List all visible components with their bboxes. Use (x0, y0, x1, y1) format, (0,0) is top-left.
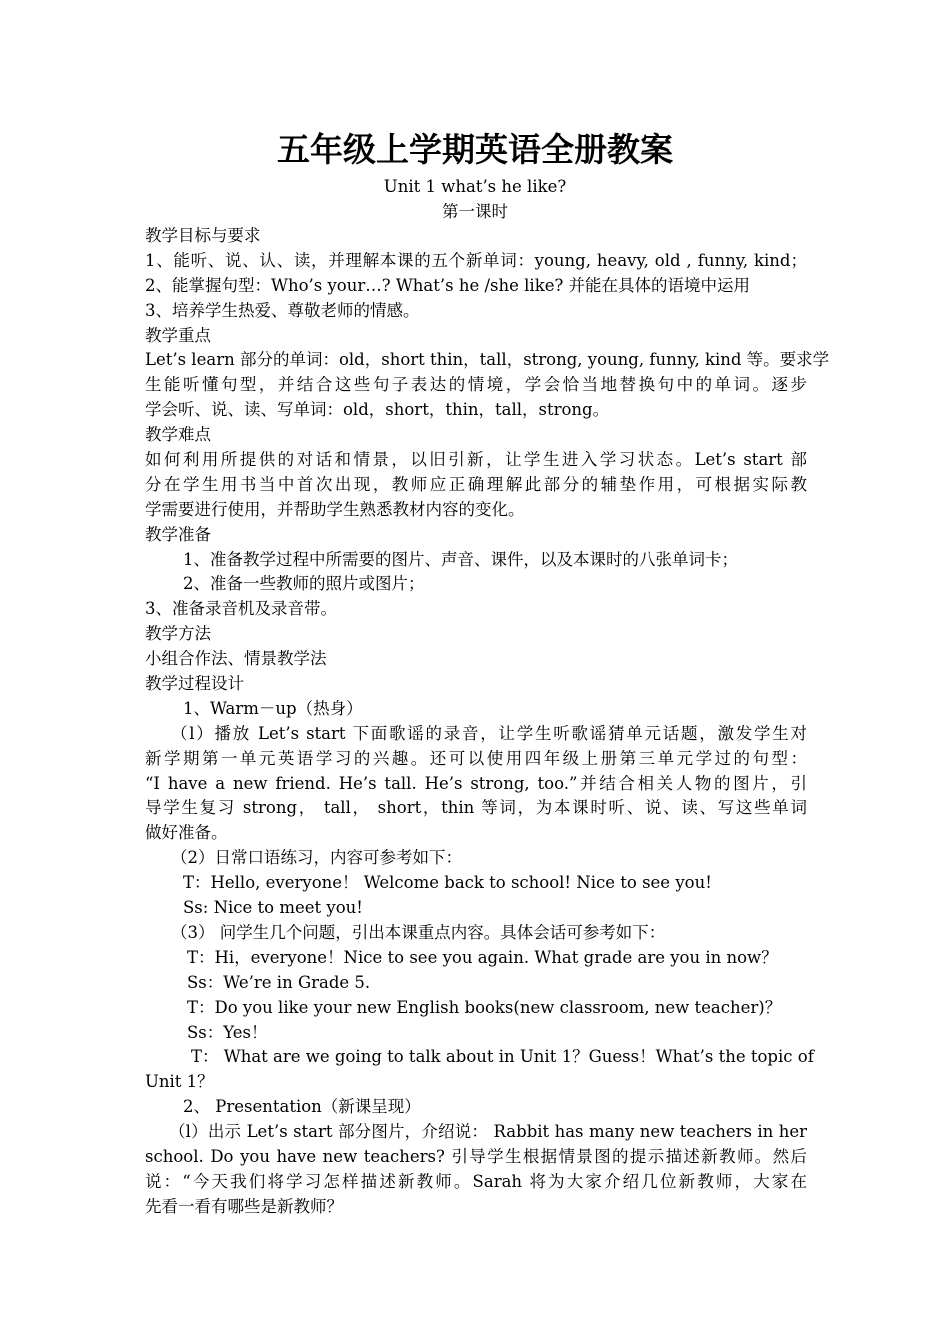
text-line: （3） 问学生几个问题，引出本课重点内容。具体会话可参考如下： (171, 922, 666, 942)
text-line: Unit 1？ (145, 1072, 214, 1092)
text-line: school. Do you have new teachers? 引导学生根据情景图的提示描述新教师。然后 (145, 1146, 807, 1166)
text-line: 先看一看有哪些是新教师？ (145, 1196, 343, 1216)
section-heading-preparation: 教学准备 (145, 524, 211, 544)
text-line: T：Hi，everyone！Nice to see you again. What grade are you in now？ (187, 947, 778, 967)
section-heading-methods: 教学方法 (145, 624, 211, 644)
lesson-plan-body (145, 224, 830, 1220)
text-line: 学会听、说、读、写单词：old，short，thin，tall，strong。 (145, 400, 610, 420)
text-line: 3、准备录音机及录音带。 (145, 599, 337, 619)
text-line: “I have a new friend. He’s tall. He’s strong, too.”并结合相关人物的图片，引 (145, 773, 807, 793)
text-line: Ss：We’re in Grade 5. (187, 972, 371, 992)
text-line: 生能听懂句型，并结合这些句子表达的情境，学会恰当地替换句中的单词。逐步 (145, 375, 807, 395)
text-line: （2）日常口语练习，内容可参考如下： (171, 848, 462, 868)
text-line: Let’s learn 部分的单词：old，short thin，tall，strong, young, funny, kind 等。要求学 (145, 350, 830, 370)
text-line: （l）出示 Let’s start 部分图片，介绍说： Rabbit has many new teachers in her (169, 1122, 807, 1142)
text-line: T：Do you like your new English books(new classroom, new teacher)？ (187, 997, 782, 1017)
text-line: 做好准备。 (145, 823, 228, 843)
text-line: 导学生复习 strong， tall， short，thin 等词，为本课时听、说、读、写这些单词 (145, 798, 807, 818)
section-heading-difficulties: 教学难点 (145, 425, 211, 445)
section-heading-objectives: 教学目标与要求 (145, 226, 261, 245)
unit-heading: Unit 1 what’s he like? (383, 177, 567, 196)
section-heading-process: 教学过程设计 (145, 674, 244, 694)
text-line: Ss: Nice to meet you! (183, 898, 363, 918)
text-line: 说：“今天我们将学习怎样描述新教师。Sarah 将为大家介绍几位新教师，大家在 (145, 1171, 807, 1191)
text-line: 分在学生用书当中首次出现，教师应正确理解此部分的辅垫作用，可根据实际教 (145, 474, 807, 494)
text-line: T： What are we going to talk about in Unit 1？Guess！What’s the topic of (191, 1047, 814, 1067)
document-title: 五年级上学期英语全册教案 (277, 130, 673, 169)
text-line: 小组合作法、情景教学法 (145, 649, 327, 669)
section-heading-key-points: 教学重点 (145, 325, 211, 345)
text-line: T：Hello, everyone！ Welcome back to school! Nice to see you! (183, 873, 712, 893)
text-line: （l）播放 Let’s start 下面歌谣的录音，让学生听歌谣猜单元话题，激发学生对 (171, 723, 807, 743)
text-line: 2、 Presentation（新课呈现） (183, 1097, 421, 1117)
text-line: 2、准备一些教师的照片或图片； (183, 574, 425, 594)
text-line: 2、能掌握句型：Who’s your…? What’s he /she like? 并能在具体的语境中运用 (145, 275, 751, 295)
text-line: 1、准备教学过程中所需要的图片、声音、课件，以及本课时的八张单词卡； (183, 549, 738, 569)
text-line: 如何利用所提供的对话和情景，以旧引新，让学生进入学习状态。Let’s start 部 (145, 450, 807, 470)
text-line: 新学期第一单元英语学习的兴趣。还可以使用四年级上册第三单元学过的句型： (145, 748, 807, 768)
text-line: 1、Warm－up（热身） (183, 698, 363, 718)
text-line: 1、能听、说、认、读，并理解本课的五个新单词：young, heavy, old , funny, kind； (145, 250, 807, 270)
lesson-heading: 第一课时 (442, 202, 508, 221)
text-line: 学需要进行使用，并帮助学生熟悉教材内容的变化。 (145, 499, 525, 519)
text-line: Ss：Yes！ (187, 1022, 268, 1042)
text-line: 3、培养学生热爱、尊敬老师的情感。 (145, 300, 420, 320)
